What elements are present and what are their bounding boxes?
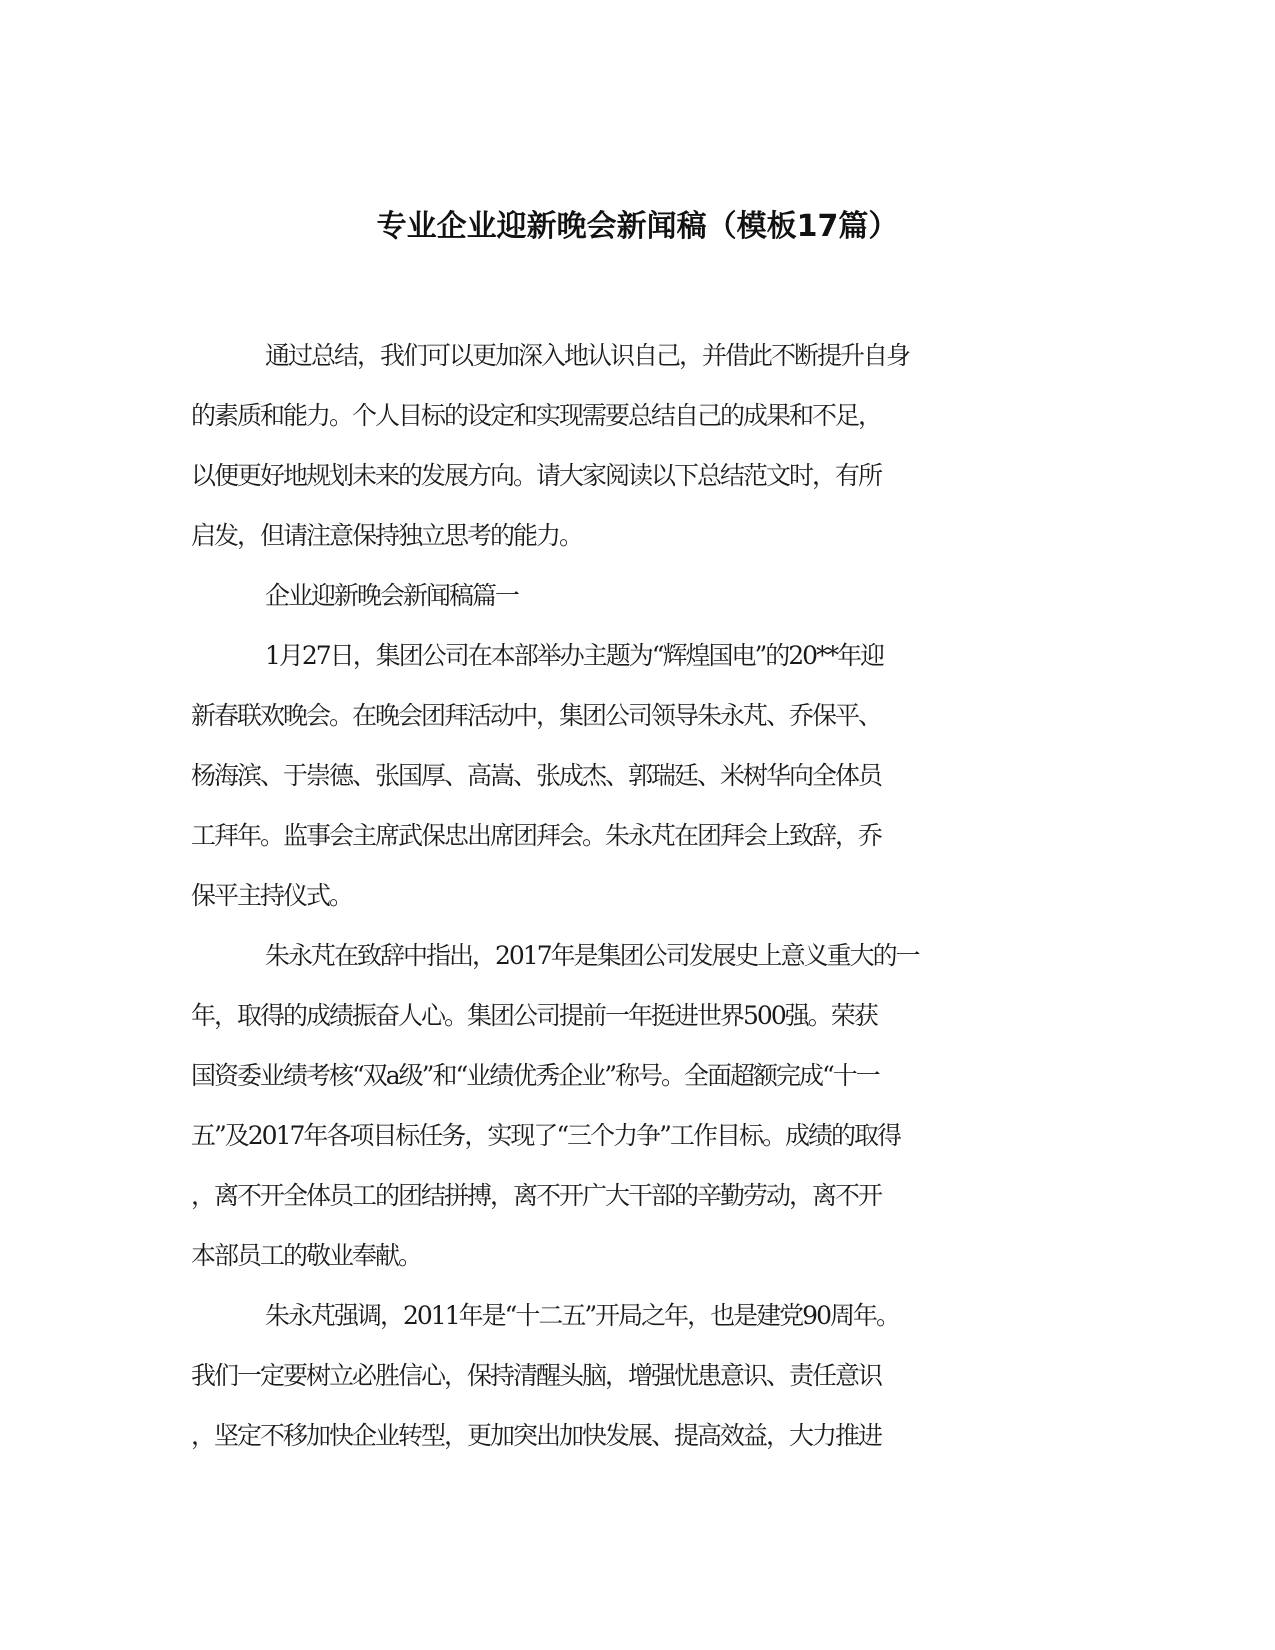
text-line: 五”及2017年各项目标任务，实现了“三个力争”工作目标。成绩的取得: [191, 1121, 900, 1150]
text-line: 保平主持仪式。: [191, 881, 353, 910]
text-line: 杨海滨、于崇德、张国厚、高嵩、张成杰、郭瑞廷、米树华向全体员: [191, 761, 882, 790]
text-line: 工拜年。监事会主席武保忠出席团拜会。朱永芃在团拜会上致辞，乔: [191, 821, 882, 850]
text-line: 启发，但请注意保持独立思考的能力。: [191, 521, 583, 550]
text-line: 我们一定要树立必胜信心，保持清醒头脑，增强忧患意识、责任意识: [191, 1361, 882, 1390]
text-line: 1月27日，集团公司在本部举办主题为“辉煌国电”的20**年迎: [265, 641, 884, 670]
text-line: ，离不开全体员工的团结拼搏，离不开广大干部的辛勤劳动，离不开: [191, 1181, 882, 1210]
text-line: 国资委业绩考核“双a级”和“业绩优秀企业”称号。全面超额完成“十一: [191, 1061, 879, 1090]
text-line: 新春联欢晚会。在晚会团拜活动中，集团公司领导朱永芃、乔保平、: [191, 701, 882, 730]
text-line: 通过总结，我们可以更加深入地认识自己，并借此不断提升自身: [265, 341, 910, 370]
text-line: 朱永芃强调，2011年是“十二五”开局之年，也是建党90周年。: [265, 1301, 899, 1330]
document-body: [191, 331, 1091, 1471]
text-line: 企业迎新晚会新闻稿篇一: [265, 581, 519, 610]
text-line: 以便更好地规划未来的发展方向。请大家阅读以下总结范文时，有所: [191, 461, 882, 490]
text-line: 年，取得的成绩振奋人心。集团公司提前一年挺进世界500强。荣获: [191, 1001, 877, 1030]
text-line: 本部员工的敬业奉献。: [191, 1241, 422, 1270]
text-line: ，坚定不移加快企业转型，更加突出加快发展、提高效益，大力推进: [191, 1421, 882, 1450]
text-line: 朱永芃在致辞中指出，2017年是集团公司发展史上意义重大的一: [265, 941, 919, 970]
text-line: 的素质和能力。个人目标的设定和实现需要总结自己的成果和不足，: [191, 401, 882, 430]
document-title: 专业企业迎新晚会新闻稿（模板17篇）: [376, 209, 899, 244]
